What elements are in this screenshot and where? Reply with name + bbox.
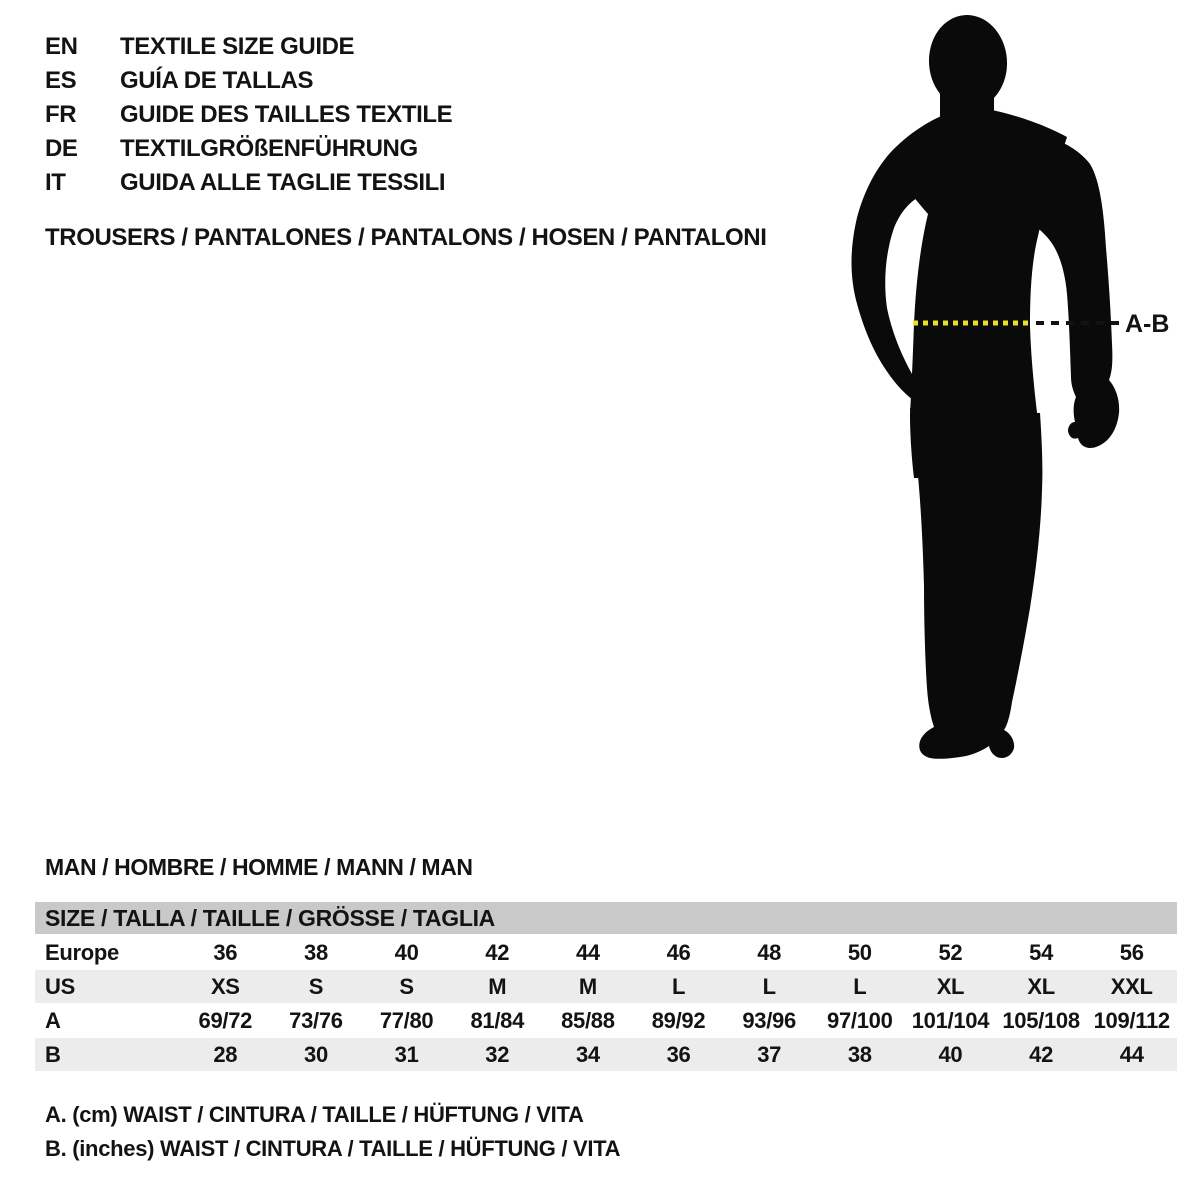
language-code: ES [45,67,77,94]
size-cell: 52 [938,940,963,965]
measure-legend [45,1098,620,1166]
size-cell: 36 [666,1042,691,1067]
size-cell: 40 [938,1042,963,1067]
language-row [45,166,452,200]
size-cell: 50 [847,940,872,965]
row-label: A [45,1008,61,1033]
size-cell: 40 [394,940,419,965]
size-cell: S [308,974,324,999]
language-title: GUIDA ALLE TAGLIE TESSILI [120,169,446,196]
size-cell: 42 [485,940,510,965]
size-cell: S [399,974,414,999]
language-code: EN [45,33,78,60]
language-row [45,132,452,166]
size-cell: 48 [757,940,782,965]
size-cell: 38 [847,1042,872,1067]
table-row-us [35,970,1177,1003]
category-heading: TROUSERS / PANTALONES / PANTALONS / HOSEN / PANTALONI [45,224,767,251]
size-cell: 56 [1119,940,1144,965]
size-cell: 28 [213,1042,238,1067]
language-code: DE [45,135,78,162]
size-cell: 44 [575,940,600,965]
size-cell: L [853,974,867,999]
size-cell: 37 [757,1042,782,1067]
man-silhouette-svg [840,8,1175,778]
language-row [45,64,452,98]
language-title: GUÍA DE TALLAS [120,67,314,94]
size-cell: 46 [666,940,691,965]
size-table [35,902,1177,1072]
size-cell: XL [936,974,965,999]
size-cell: M [488,974,507,999]
size-cell: 44 [1119,1042,1144,1067]
size-cell: 36 [213,940,238,965]
size-cell: XL [1027,974,1055,999]
size-cell: L [671,974,686,999]
size-cell: 32 [485,1042,510,1067]
legend-line-b: B. (inches) WAIST / CINTURA / TAILLE / HÜFTUNG / VITA [45,1136,621,1161]
man-silhouette-figure [840,8,1175,778]
size-cell: 85/88 [561,1008,615,1033]
size-cell: 31 [394,1042,419,1067]
language-row [45,98,452,132]
silhouette-shape [852,12,1120,758]
size-cell: 109/112 [1093,1008,1170,1033]
measure-label: A-B [1125,310,1170,338]
language-code: FR [45,101,77,128]
size-cell: 81/84 [470,1008,525,1033]
size-cell: 42 [1029,1042,1054,1067]
language-title: TEXTILGRÖßENFÜHRUNG [120,135,418,162]
language-title: TEXTILE SIZE GUIDE [120,33,355,60]
size-cell: XXL [1110,974,1153,999]
size-cell: 89/92 [651,1008,706,1033]
language-row [45,30,452,64]
size-cell: 101/104 [911,1008,990,1033]
language-guide-list [45,30,452,200]
size-cell: XS [210,974,240,999]
row-label: Europe [45,940,119,965]
size-cell: 30 [304,1042,328,1067]
row-label: B [45,1042,61,1067]
table-row-a-cm [35,1004,1177,1037]
table-row-europe [35,936,1177,969]
size-cell: 34 [575,1042,600,1067]
language-code: IT [45,169,66,196]
size-table-header: SIZE / TALLA / TAILLE / GRÖSSE / TAGLIA [35,902,1177,934]
legend-line-a: A. (cm) WAIST / CINTURA / TAILLE / HÜFTUNG / VITA [45,1102,584,1127]
row-label: US [45,974,75,999]
size-cell: 105/108 [1002,1008,1080,1033]
size-cell: 93/96 [742,1008,796,1033]
size-cell: 69/72 [198,1008,253,1033]
size-cell: 97/100 [827,1008,893,1033]
language-title: GUIDE DES TAILLES TEXTILE [120,101,453,128]
gender-heading: MAN / HOMBRE / HOMME / MANN / MAN [45,854,473,880]
size-cell: 73/76 [289,1008,343,1033]
size-cell: 38 [304,940,328,965]
size-cell: M [578,974,597,999]
size-cell: 54 [1029,940,1054,965]
table-row-b-inches [35,1038,1177,1071]
size-cell: 77/80 [379,1008,434,1033]
size-cell: L [762,974,776,999]
